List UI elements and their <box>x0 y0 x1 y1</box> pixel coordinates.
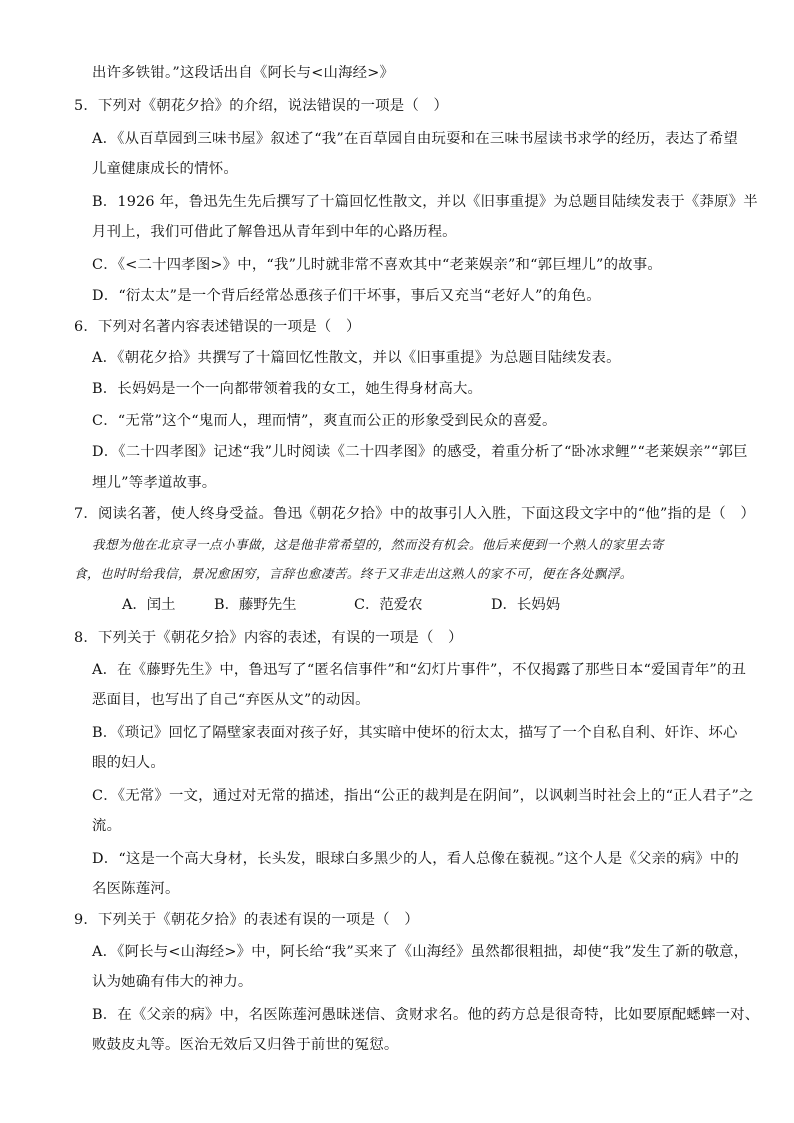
q5-option-d: D．“衍太太”是一个背后经常怂恿孩子们干坏事，事后又充当“老好人”的角色。 <box>92 288 601 304</box>
text-line: 出许多铁钳。”这段话出自《阿长与<山海经>》 <box>92 65 395 81</box>
q6-option-c: C．“无常”这个“鬼而人，理而情”，爽直而公正的形象受到民众的喜爱。 <box>92 413 557 429</box>
q6-option-d-cont: 埋儿”等孝道故事。 <box>92 475 217 491</box>
q6-option-b: B．长妈妈是一个一向都带领着我的女工，她生得身材高大。 <box>92 381 483 397</box>
q5-option-a: A．《从百草园到三味书屋》叙述了“我”在百草园自由玩耍和在三味书屋读书求学的经历，表达了希望 <box>92 131 738 147</box>
q8-option-d: D．“这是一个高大身材，长头发，眼球白多黑少的人，看人总像在藐视。”这个人是《父亲的病》中的 <box>92 851 740 867</box>
q8-option-c-cont: 流。 <box>92 818 122 834</box>
q5-option-b: B．1926 年，鲁迅先生先后撰写了十篇回忆性散文，并以《旧事重提》为总题目陆续发表于《莽原》半 <box>92 194 758 210</box>
q6-option-d: D．《二十四孝图》记述“我”儿时阅读《二十四孝图》的感受，着重分析了“卧冰求鲤”“老莱娱亲”“郭巨 <box>92 444 748 460</box>
q8-option-b: B．《琐记》回忆了隔壁家表面对孩子好，其实暗中使坏的衍太太，描写了一个自私自利、奸诈、坏心 <box>92 725 738 741</box>
q6-option-a: A．《朝花夕拾》共撰写了十篇回忆性散文，并以《旧事重提》为总题目陆续发表。 <box>92 350 621 366</box>
q8-option-c: C．《无常》一文，通过对无常的描述，指出“公正的裁判是在阴间”，以讽刺当时社会上的“正人君子”之 <box>92 788 754 804</box>
q5-option-c: C．《<二十四孝图>》中，“我”儿时就非常不喜欢其中“老莱娱亲”和“郭巨埋儿”的故事。 <box>92 257 662 273</box>
q9-option-a-cont: 认为她确有伟大的神力。 <box>92 974 253 990</box>
q9-option-b: B．在《父亲的病》中，名医陈莲河愚昧迷信、贪财求名。他的药方总是很奇特，比如要原配蟋蟀一对、 <box>92 1007 760 1023</box>
question-6-stem: 6．下列对名著内容表述错误的一项是（ ） <box>74 319 361 335</box>
q7-option-c: C．范爱农 <box>354 597 423 613</box>
q8-option-b-cont: 眼的妇人。 <box>92 755 165 771</box>
q9-option-a: A．《阿长与<山海经>》中，阿长给“我”买来了《山海经》虽然都很粗拙，却使“我”发生了新的敬意， <box>92 944 749 960</box>
q5-option-a-cont: 儿童健康成长的情怀。 <box>92 161 238 177</box>
q7-option-d: D．长妈妈 <box>491 597 561 613</box>
question-7-stem: 7．阅读名著，使人终身受益。鲁迅《朝花夕拾》中的故事引人入胜，下面这段文字中的“他”指的是（ ） <box>74 506 756 522</box>
q7-passage-line: 我想为他在北京寻一点小事做，这是他非常希望的，然而没有机会。他后来便到一个熟人的家里去寄 <box>92 537 664 552</box>
q8-option-a: A．在《藤野先生》中，鲁迅写了“匿名信事件”和“幻灯片事件”，不仅揭露了那些日本“爱国青年”的丑 <box>92 662 747 678</box>
q9-option-b-cont: 败鼓皮丸等。医治无效后又归咎于前世的冤愆。 <box>92 1037 399 1053</box>
question-5-stem: 5．下列对《朝花夕拾》的介绍，说法错误的一项是（ ） <box>74 98 449 114</box>
question-8-stem: 8．下列关于《朝花夕拾》内容的表述，有误的一项是（ ） <box>74 630 463 646</box>
q5-option-b-cont: 月刊上，我们可借此了解鲁迅从青年到中年的心路历程。 <box>92 224 457 240</box>
q7-option-a: A．闰土 <box>122 597 176 613</box>
q7-passage-line: 食，也时时给我信，景况愈困穷，言辞也愈凄苦。终于又非走出这熟人的家不可，便在各处飘浮。 <box>74 566 633 581</box>
q8-option-d-cont: 名医陈莲河。 <box>92 881 180 897</box>
q7-option-b: B．藤野先生 <box>214 597 297 613</box>
question-9-stem: 9．下列关于《朝花夕拾》的表述有误的一项是（ ） <box>74 912 419 928</box>
q8-option-a-cont: 恶面目，也写出了自己“弃医从文”的动因。 <box>92 692 370 708</box>
